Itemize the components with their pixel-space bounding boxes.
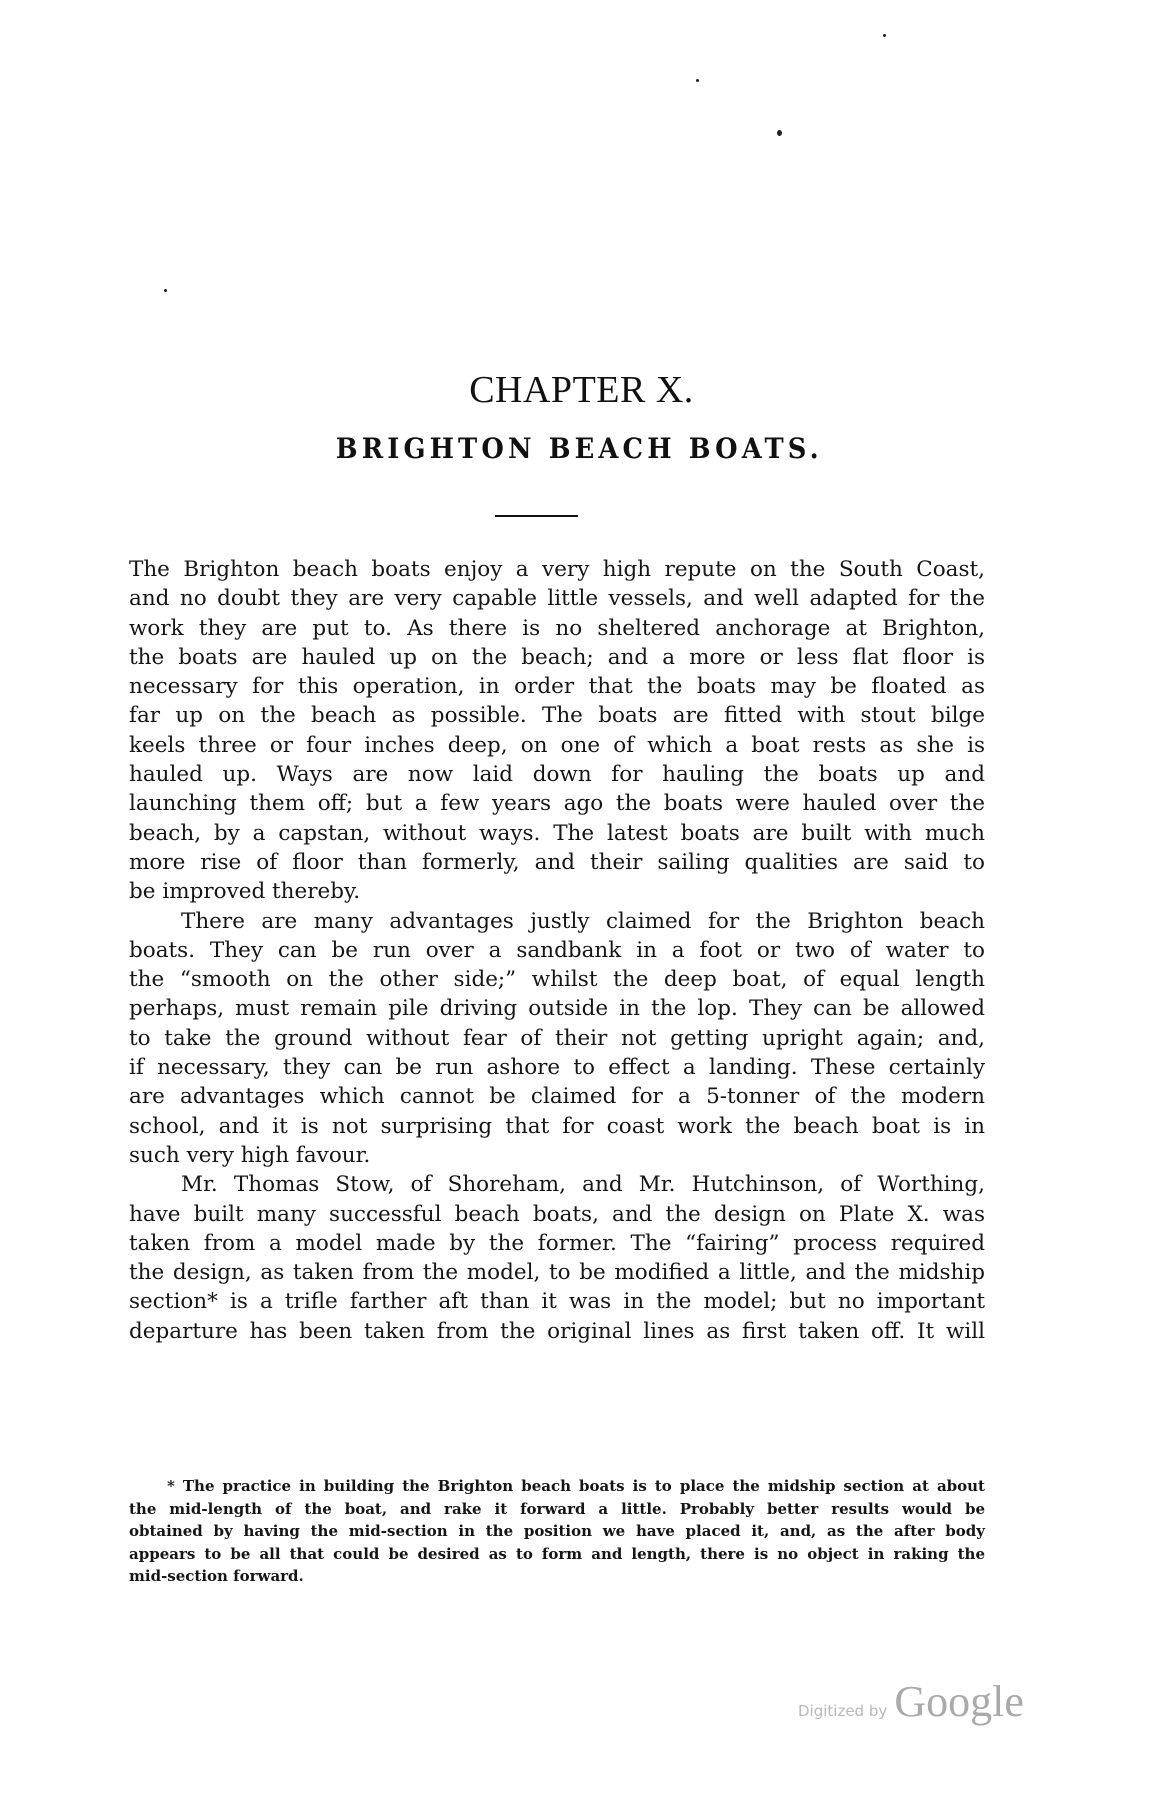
- text-line: school, and it is not surprising that for coast work the beach boat is in: [129, 1113, 985, 1139]
- scan-speck: [164, 289, 167, 292]
- text-line: and no doubt they are very capable little vessels, and well adapted for the: [129, 586, 985, 612]
- body-text: [129, 555, 985, 1346]
- text-line: the boats are hauled up on the beach; and a more or less flat floor is: [129, 644, 985, 670]
- text-line: the “smooth on the other side;” whilst the deep boat, of equal length: [129, 967, 985, 993]
- text-line: such very high favour.: [129, 1142, 371, 1168]
- text-line: beach, by a capstan, without ways. The latest boats are built with much: [129, 820, 985, 846]
- text-line: taken from a model made by the former. The “fairing” process required: [129, 1230, 985, 1256]
- text-line: hauled up. Ways are now laid down for hauling the boats up and: [129, 762, 985, 788]
- text-line: to take the ground without fear of their not getting upright again; and,: [129, 1025, 985, 1051]
- footnote-line: obtained by having the mid-section in the position we have placed it, and, as the after body: [129, 1522, 985, 1541]
- text-line: far up on the beach as possible. The boats are fitted with stout bilge: [129, 703, 985, 729]
- footnote-line: mid-section forward.: [129, 1567, 304, 1586]
- scan-speck: [696, 79, 699, 82]
- text-line: section* is a trifle farther aft than it was in the model; but no important: [129, 1289, 985, 1315]
- text-line: necessary for this operation, in order that the boats may be floated as: [129, 674, 985, 700]
- text-line: more rise of floor than formerly, and their sailing qualities are said to: [129, 849, 985, 875]
- footnote-line: * The practice in building the Brighton beach boats is to place the midship section at about: [167, 1477, 985, 1495]
- text-line: the design, as taken from the model, to be modified a little, and the midship: [129, 1260, 985, 1286]
- footnote: [129, 1475, 985, 1588]
- scan-speck: [883, 34, 886, 37]
- text-line: keels three or four inches deep, on one of which a boat rests as she is: [129, 732, 985, 758]
- chapter-title: BRIGHTON BEACH BOATS.: [335, 432, 823, 465]
- chapter-heading: CHAPTER X.: [469, 369, 694, 411]
- text-line: are advantages which cannot be claimed for a 5-tonner of the modern: [129, 1084, 985, 1110]
- text-line: be improved thereby.: [129, 879, 361, 905]
- text-line: departure has been taken from the original lines as first taken off. It will: [129, 1318, 985, 1344]
- google-logo: Google: [894, 1677, 1024, 1726]
- text-line: if necessary, they can be run ashore to effect a landing. These certainly: [129, 1055, 985, 1081]
- text-line: There are many advantages justly claimed for the Brighton beach: [181, 908, 985, 934]
- paragraph-2: [129, 907, 985, 1171]
- text-line: Mr. Thomas Stow, of Shoreham, and Mr. Hutchinson, of Worthing,: [181, 1172, 985, 1198]
- text-line: launching them off; but a few years ago the boats were hauled over the: [129, 791, 985, 817]
- digitized-by-watermark: [798, 1676, 1024, 1727]
- title-rule: [495, 515, 578, 517]
- footnote-line: appears to be all that could be desired as to form and length, there is no object in raking the: [129, 1544, 985, 1563]
- text-line: work they are put to. As there is no sheltered anchorage at Brighton,: [129, 615, 985, 641]
- watermark-prefix: Digitized by: [798, 1702, 888, 1720]
- scan-speck: [777, 130, 782, 136]
- text-line: boats. They can be run over a sandbank in a foot or two of water to: [129, 937, 985, 963]
- text-line: The Brighton beach boats enjoy a very high repute on the South Coast,: [129, 557, 985, 582]
- text-line: have built many successful beach boats, and the design on Plate X. was: [129, 1201, 985, 1227]
- text-line: perhaps, must remain pile driving outside in the lop. They can be allowed: [129, 996, 985, 1022]
- footnote-line: the mid-length of the boat, and rake it forward a little. Probably better results would be: [129, 1499, 985, 1518]
- paragraph-1: [129, 555, 985, 907]
- paragraph-3: [129, 1170, 985, 1346]
